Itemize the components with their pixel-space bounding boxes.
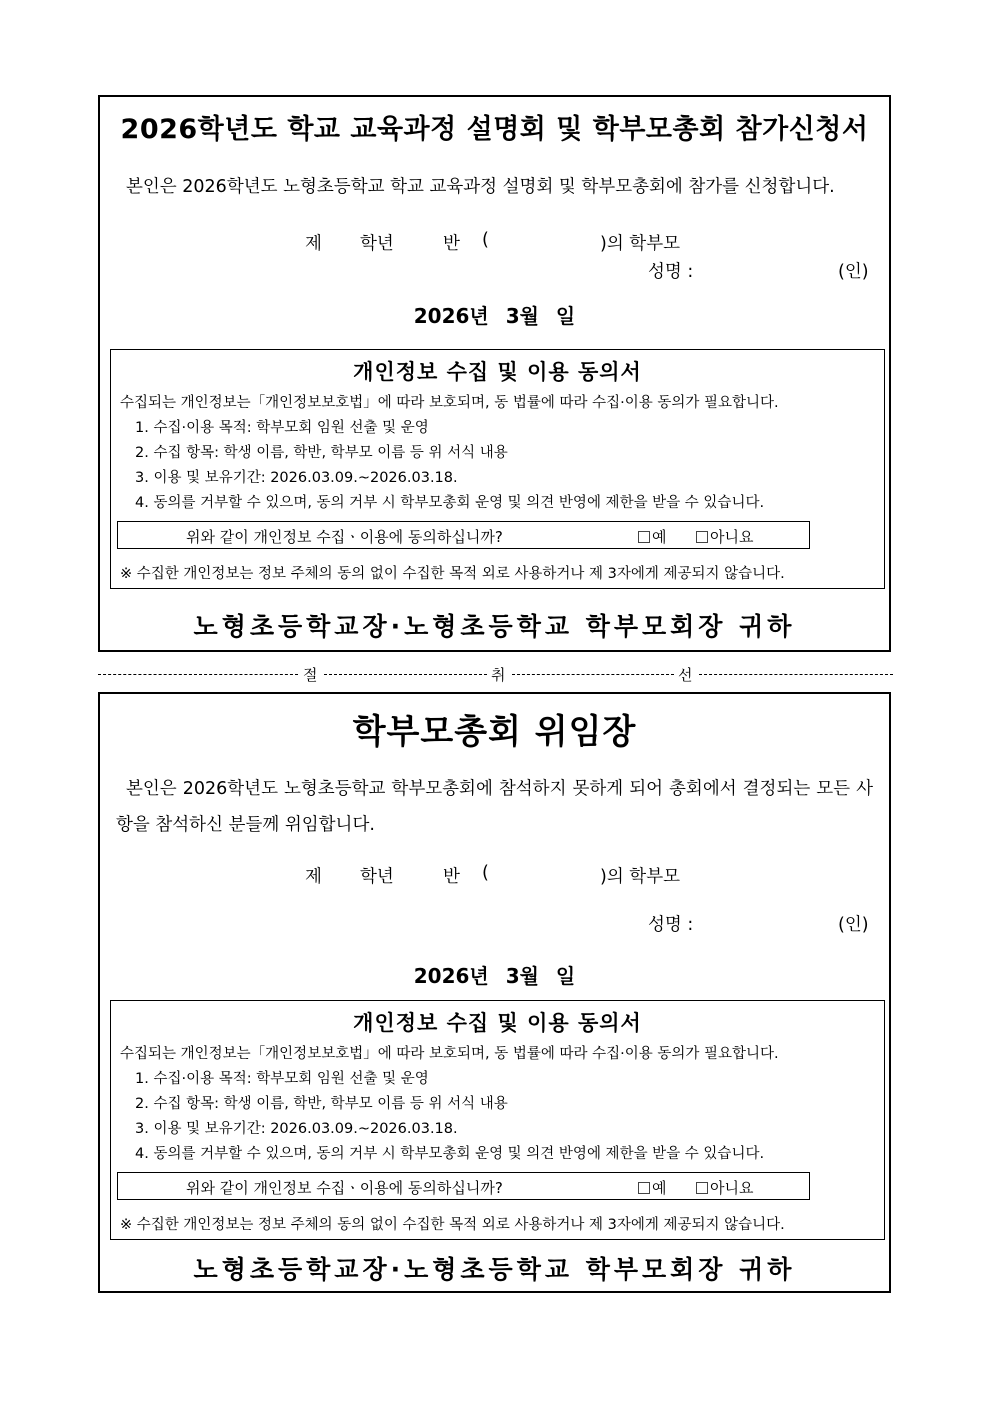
name-paren-open: ( [482, 230, 489, 250]
consent-yes-option[interactable]: 예 [638, 526, 667, 547]
form-title: 2026학년도 학교 교육과정 설명회 및 학부모총회 참가신청서 [120, 114, 869, 145]
consent-title: 개인정보 수집 및 이용 동의서 [353, 360, 642, 384]
consent-description: 수집되는 개인정보는「개인정보보호법」에 따라 보호되며, 동 법률에 따라 수집·이용 동의가 필요합니다. [120, 1046, 779, 1062]
consent-item: 1. 수집·이용 목적: 학부모회 임원 선출 및 운영 [135, 1071, 429, 1087]
proxy-form [98, 692, 891, 1293]
grade-label-hak: 학년 [360, 867, 394, 887]
privacy-consent-box [110, 349, 885, 589]
consent-yes-option[interactable]: 예 [638, 1177, 667, 1198]
dashed-line [512, 674, 674, 675]
grade-label-ban: 반 [443, 234, 460, 254]
intro-text: 본인은 2026학년도 노형초등학교 학부모총회에 참석하지 못하게 되어 총회에서 결정되는 모든 사항을 참석하신 분들께 위임합니다. [116, 779, 873, 835]
consent-note: ※ 수집한 개인정보는 정보 주체의 동의 없이 수집한 목적 외로 사용하거나 제 3자에게 제공되지 않습니다. [120, 1217, 785, 1233]
grade-label-ban: 반 [443, 867, 460, 887]
consent-question: 위와 같이 개인정보 수집ㆍ이용에 동의하십니까? [186, 1179, 503, 1197]
consent-item: 2. 수집 항목: 학생 이름, 학반, 학부모 이름 등 위 서식 내용 [135, 445, 508, 461]
checkbox-icon[interactable] [638, 1182, 650, 1194]
consent-item: 4. 동의를 거부할 수 있으며, 동의 거부 시 학부모총회 운영 및 의견 반영에 제한을 받을 수 있습니다. [135, 1146, 765, 1162]
seal-label: (인) [838, 262, 869, 282]
grade-label-je: 제 [305, 867, 322, 887]
date-line: 2026년 3월 일 [413, 964, 576, 988]
parent-label: )의 학부모 [600, 234, 681, 254]
consent-item: 3. 이용 및 보유기간: 2026.03.09.~2026.03.18. [135, 1121, 458, 1137]
consent-question: 위와 같이 개인정보 수집ㆍ이용에 동의하십니까? [186, 528, 503, 546]
date-line: 2026년 3월 일 [413, 304, 576, 328]
addressee: 노형초등학교장·노형초등학교 학부모회장 귀하 [193, 612, 796, 641]
form-title: 학부모총회 위임장 [352, 712, 637, 752]
name-paren-open: ( [482, 863, 489, 883]
addressee: 노형초등학교장·노형초등학교 학부모회장 귀하 [193, 1255, 796, 1284]
signature-label: 성명 : [648, 262, 694, 282]
consent-note: ※ 수집한 개인정보는 정보 주체의 동의 없이 수집한 목적 외로 사용하거나 제 3자에게 제공되지 않습니다. [120, 566, 785, 582]
checkbox-icon[interactable] [696, 531, 708, 543]
application-form [98, 95, 891, 652]
intro-text: 본인은 2026학년도 노형초등학교 학교 교육과정 설명회 및 학부모총회에 참가를 신청합니다. [126, 177, 835, 197]
consent-item: 4. 동의를 거부할 수 있으며, 동의 거부 시 학부모총회 운영 및 의견 반영에 제한을 받을 수 있습니다. [135, 495, 765, 511]
consent-question-row [117, 1172, 810, 1200]
consent-question-row [117, 521, 810, 549]
consent-title: 개인정보 수집 및 이용 동의서 [353, 1011, 642, 1035]
cut-line-label: 취 [491, 666, 506, 684]
consent-item: 3. 이용 및 보유기간: 2026.03.09.~2026.03.18. [135, 470, 458, 486]
grade-label-je: 제 [305, 234, 322, 254]
cut-line-label: 절 [303, 666, 318, 684]
signature-label: 성명 : [648, 915, 694, 935]
grade-label-hak: 학년 [360, 234, 394, 254]
consent-no-option[interactable]: 아니요 [696, 526, 753, 547]
checkbox-icon[interactable] [638, 531, 650, 543]
cut-line [98, 666, 893, 682]
consent-item: 1. 수집·이용 목적: 학부모회 임원 선출 및 운영 [135, 420, 429, 436]
dashed-line [699, 674, 893, 675]
consent-item: 2. 수집 항목: 학생 이름, 학반, 학부모 이름 등 위 서식 내용 [135, 1096, 508, 1112]
dashed-line [324, 674, 487, 675]
consent-no-option[interactable]: 아니요 [696, 1177, 753, 1198]
seal-label: (인) [838, 915, 869, 935]
privacy-consent-box [110, 1000, 885, 1240]
dashed-line [98, 674, 298, 675]
parent-label: )의 학부모 [600, 867, 681, 887]
checkbox-icon[interactable] [696, 1182, 708, 1194]
cut-line-label: 선 [678, 666, 693, 684]
consent-description: 수집되는 개인정보는「개인정보보호법」에 따라 보호되며, 동 법률에 따라 수집·이용 동의가 필요합니다. [120, 395, 779, 411]
